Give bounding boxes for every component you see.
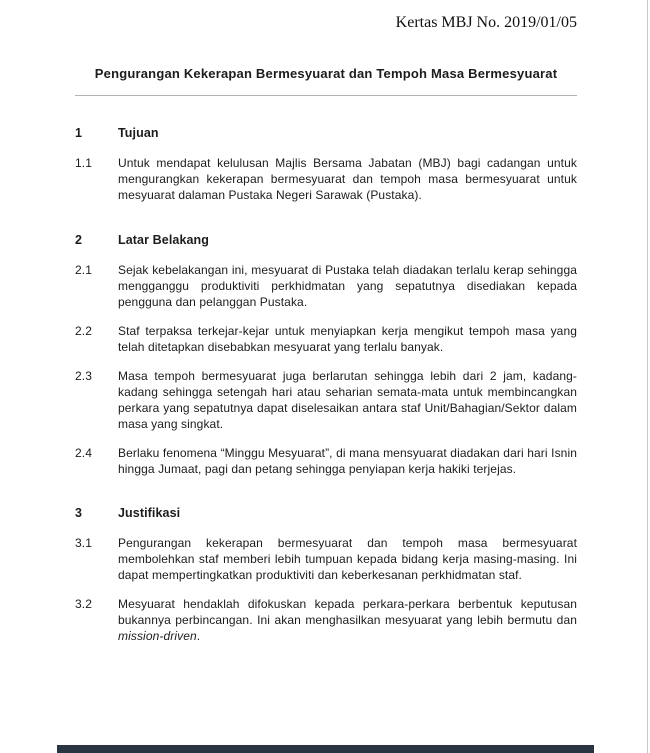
clause-text-segment: Mesyuarat hendaklah difokuskan kepada perkara-perkara berbentuk keputusan bukannya perbincangan. Ini akan menghasilkan mesyuarat yang lebih bermutu dan [118, 597, 577, 627]
clause-text [118, 596, 577, 644]
section-number: 2 [75, 233, 83, 247]
section-title: Tujuan [118, 126, 159, 140]
section-heading-tujuan [75, 125, 577, 141]
section-heading-latar-belakang [75, 232, 577, 248]
document-number: Kertas MBJ No. 2019/01/05 [395, 14, 577, 31]
section-number: 3 [75, 506, 83, 520]
title-divider [75, 95, 577, 96]
clause-number: 2.4 [75, 446, 92, 460]
section-heading-justifikasi [75, 505, 577, 521]
italic-term: mission-driven [118, 629, 197, 643]
clause-text: Masa tempoh bermesyuarat juga berlarutan sehingga lebih dari 2 jam, kadang-kadang sehingga setengah hari atau seharian semata-mata untuk membincangkan perkara yang sepatutnya dapat diselesaikan antara staf Unit/Bahagian/Sektor dalam masa yang singkat. [118, 369, 577, 431]
clause-number: 1.1 [75, 156, 92, 170]
clause-number: 2.1 [75, 263, 92, 277]
clause-2-1 [75, 262, 577, 310]
footer-bar [57, 745, 594, 753]
section-number: 1 [75, 126, 83, 140]
clause-text: Staf terpaksa terkejar-kejar untuk menyiapkan kerja mengikut tempoh masa yang telah ditetapkan disebabkan mesyuarat yang terlalu banyak. [118, 324, 577, 354]
clause-1-1 [75, 155, 577, 203]
clause-text: Sejak kebelakangan ini, mesyuarat di Pustaka telah diadakan terlalu kerap sehingga mengganggu produktiviti perkhidmatan yang sepatutnya disediakan kepada pengguna dan pelanggan Pustaka. [118, 263, 577, 309]
clause-text: Untuk mendapat kelulusan Majlis Bersama Jabatan (MBJ) bagi cadangan untuk mengurangkan kekerapan bermesyuarat dan tempoh masa bermesyuarat untuk mesyuarat dalaman Pustaka Negeri Sarawak (Pustaka). [118, 156, 577, 202]
section-title: Latar Belakang [118, 233, 210, 247]
clause-2-4 [75, 445, 577, 477]
clause-3-1 [75, 535, 577, 583]
document-title: Pengurangan Kekerapan Bermesyuarat dan Tempoh Masa Bermesyuarat [94, 66, 558, 81]
clause-text: Pengurangan kekerapan bermesyuarat dan tempoh masa bermesyuarat membolehkan staf memberi lebih tumpuan kepada bidang kerja masing-masing. Ini dapat mempertingkatkan produktiviti dan keberkesanan perkhidmatan staf. [118, 536, 577, 582]
clause-2-3 [75, 368, 577, 432]
clause-2-2 [75, 323, 577, 355]
clause-text-segment: . [196, 629, 201, 643]
clause-text: Berlaku fenomena “Minggu Mesyuarat”, di mana mensyuarat diadakan dari hari Isnin hingga Jumaat, pagi dan petang sehingga penyiapan kerja hakiki terjejas. [118, 446, 577, 476]
clause-number: 2.3 [75, 369, 92, 383]
clause-3-2 [75, 596, 577, 644]
clause-number: 3.1 [75, 536, 92, 550]
section-title: Justifikasi [118, 506, 181, 520]
clause-number: 3.2 [75, 597, 92, 611]
clause-number: 2.2 [75, 324, 92, 338]
page-edge-line [647, 0, 648, 753]
